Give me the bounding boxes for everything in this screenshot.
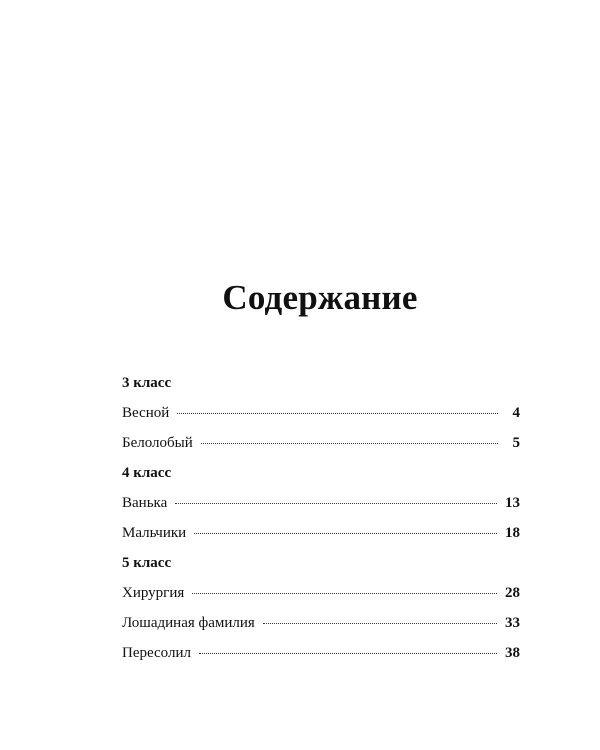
page-title: Содержание <box>222 278 418 317</box>
entry-title: Лошадиная фамилия <box>122 615 255 631</box>
entry-page-number: 38 <box>505 645 520 661</box>
toc-entry[interactable] <box>122 612 520 634</box>
entry-page-number: 5 <box>512 435 520 451</box>
entry-title: Белолобый <box>122 435 193 451</box>
entry-title: Хирургия <box>122 585 185 601</box>
dot-leader <box>192 593 497 594</box>
section-heading: 5 класс <box>122 555 172 571</box>
toc-entry[interactable] <box>122 492 520 514</box>
section-heading: 3 класс <box>122 375 172 391</box>
entry-title: Пересолил <box>122 645 191 661</box>
entry-page-number: 28 <box>505 585 520 601</box>
dot-leader <box>199 653 497 654</box>
entry-page-number: 18 <box>505 525 520 541</box>
section-heading: 4 класс <box>122 465 172 481</box>
entry-title: Весной <box>122 405 170 421</box>
entry-title: Мальчики <box>122 525 187 541</box>
toc-entry[interactable] <box>122 432 520 454</box>
entry-title: Ванька <box>122 495 168 511</box>
dot-leader <box>263 623 497 624</box>
table-of-contents <box>122 372 520 672</box>
toc-section-grade-5 <box>122 552 520 664</box>
entry-page-number: 33 <box>505 615 520 631</box>
toc-section-grade-3 <box>122 372 520 454</box>
dot-leader <box>177 413 498 414</box>
dot-leader <box>194 533 497 534</box>
dot-leader <box>201 443 498 444</box>
toc-entry[interactable] <box>122 522 520 544</box>
entry-page-number: 4 <box>512 405 520 421</box>
toc-entry[interactable] <box>122 642 520 664</box>
dot-leader <box>175 503 497 504</box>
toc-entry[interactable] <box>122 402 520 424</box>
toc-section-grade-4 <box>122 462 520 544</box>
toc-entry[interactable] <box>122 582 520 604</box>
entry-page-number: 13 <box>505 495 520 511</box>
